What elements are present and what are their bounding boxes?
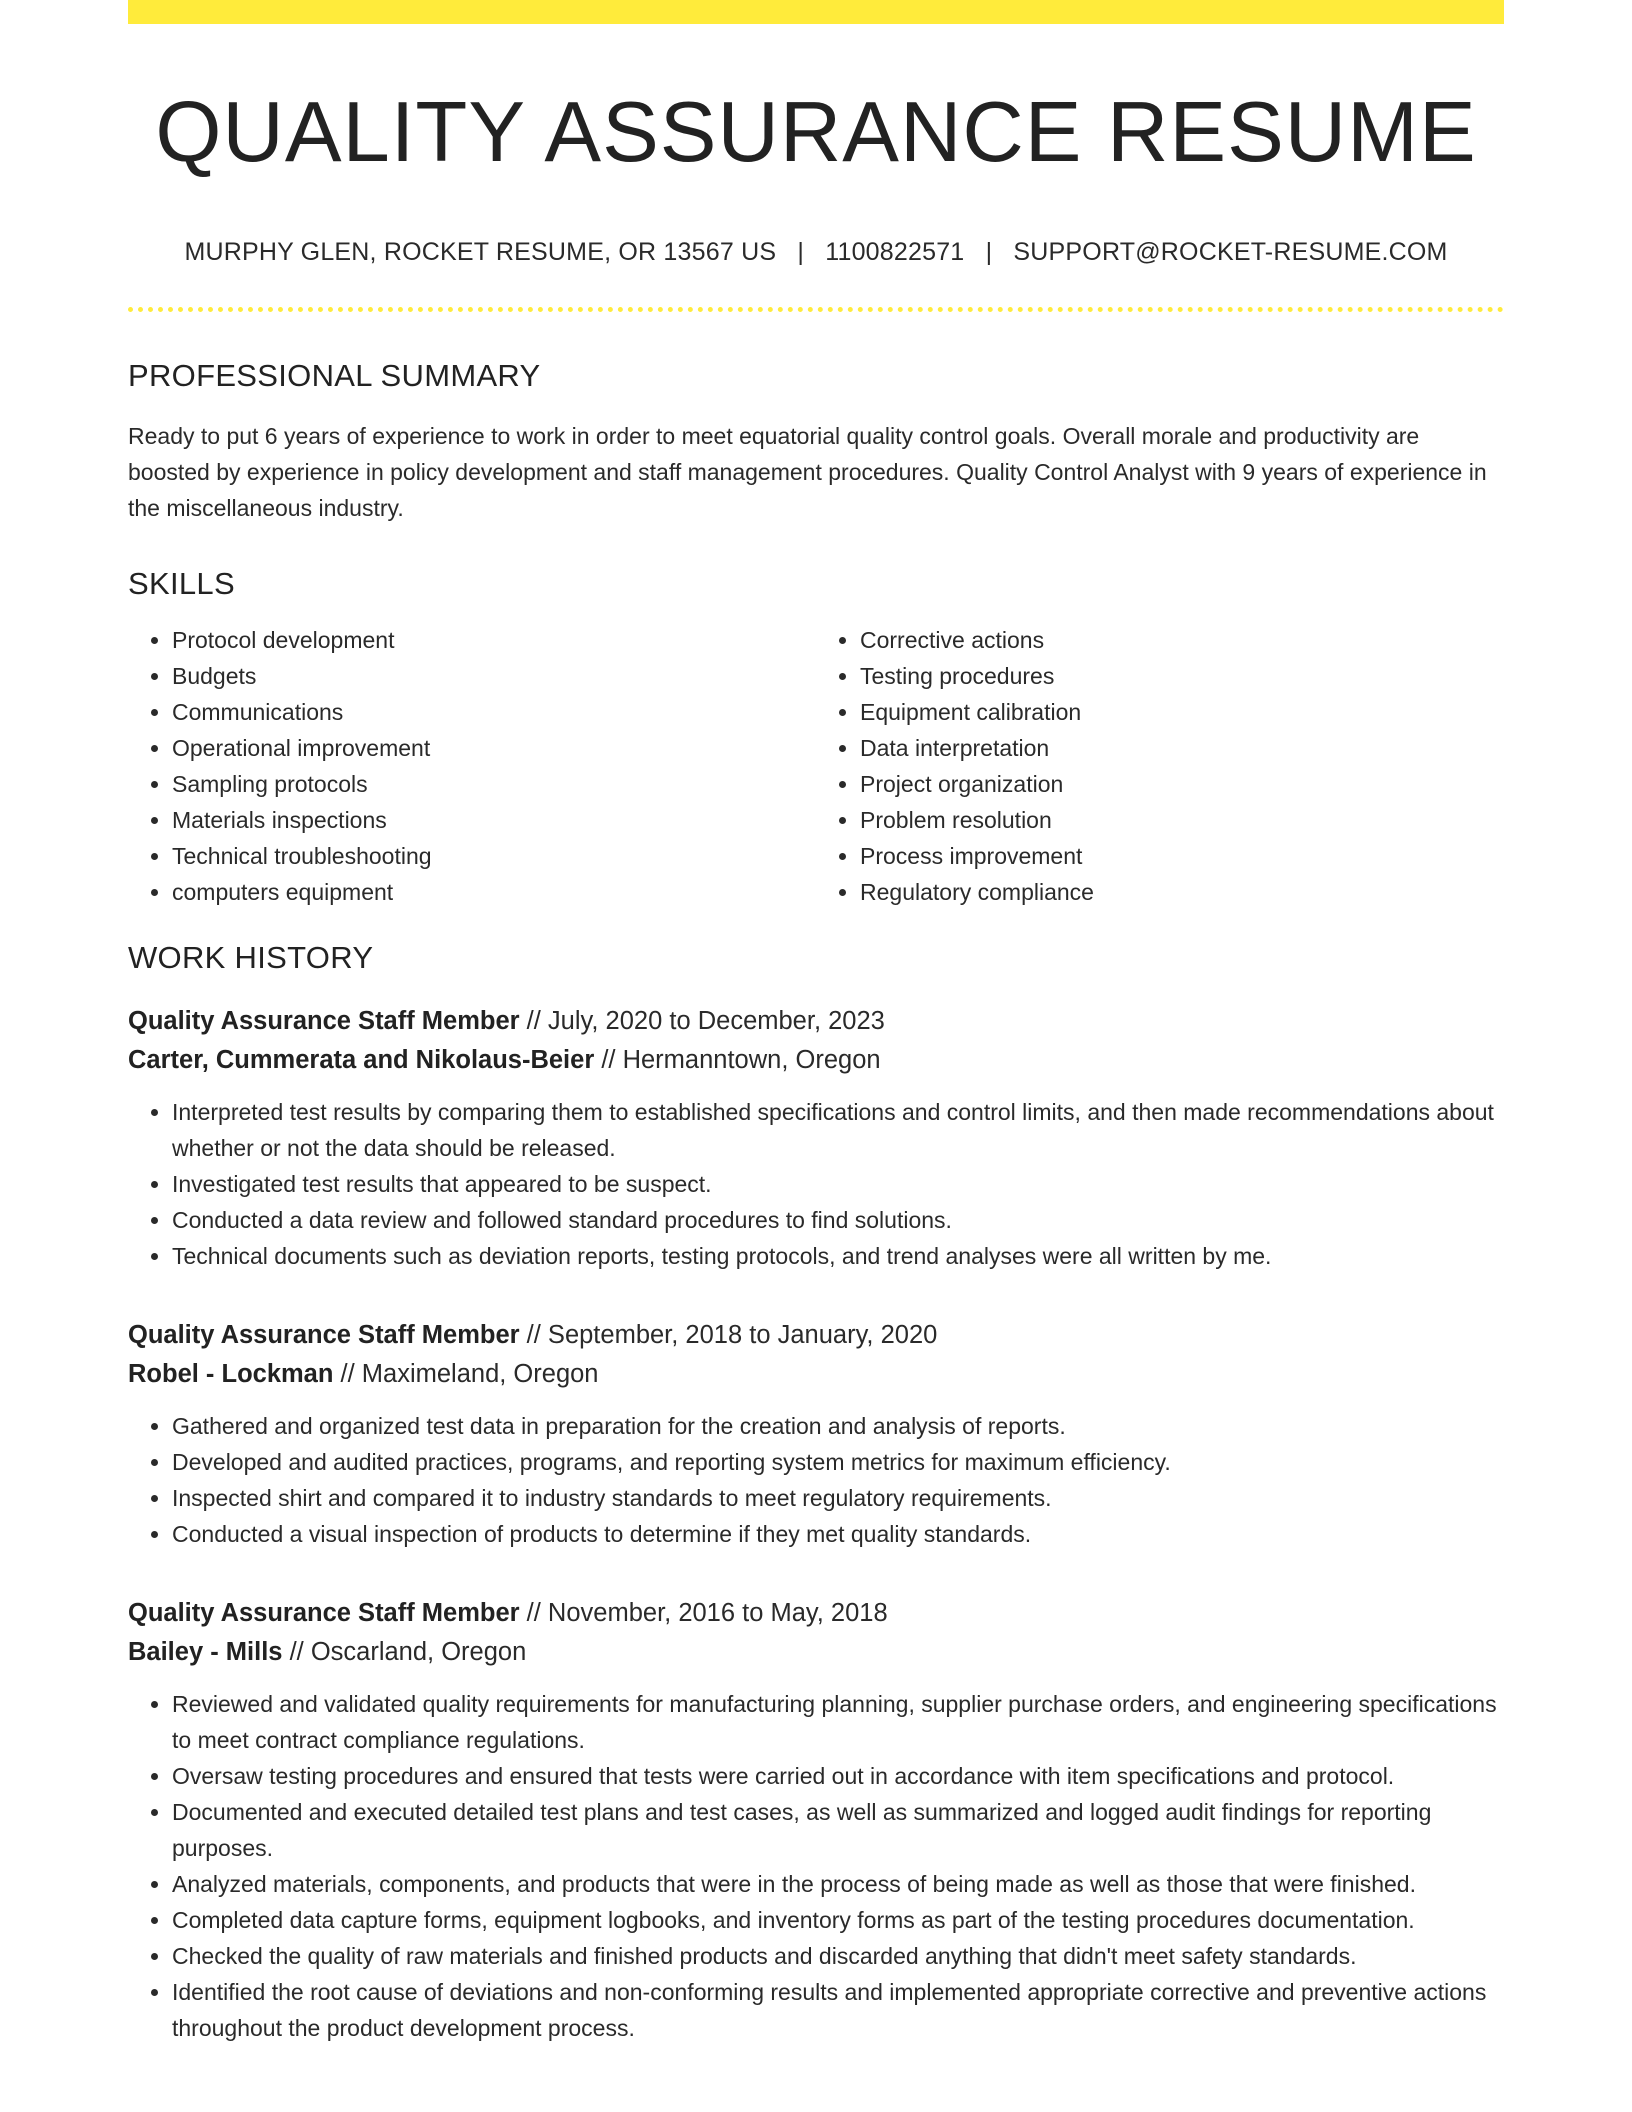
summary-text: Ready to put 6 years of experience to work in order to meet equatorial quality control goals. Overall morale and productivity are boosted by experience in policy development and staff management procedures. Quality Control Analyst with 9 years of experience in the miscellaneous industry. — [128, 422, 1487, 521]
skill-item: • Process improvement — [860, 838, 1504, 874]
job-dates: // July, 2020 to December, 2023 — [519, 1006, 885, 1035]
job-bullet: • Reviewed and validated quality requirements for manufacturing planning, supplier purchase orders, and engineering specifications to meet contract compliance regulations. — [172, 1686, 1504, 1758]
job-role-line — [128, 1594, 1504, 1633]
skill-item: • Operational improvement — [172, 730, 816, 766]
skill-item: • Technical troubleshooting — [172, 838, 816, 874]
job-bullet: • Analyzed materials, components, and products that were in the process of being made as well as those that were finished. — [172, 1866, 1504, 1902]
skill-item: • Budgets — [172, 658, 816, 694]
job-bullet: • Technical documents such as deviation reports, testing protocols, and trend analyses were all written by me. — [172, 1238, 1504, 1274]
skill-item: • Communications — [172, 694, 816, 730]
dotted-divider — [128, 307, 1504, 312]
job-role-line — [128, 1002, 1504, 1041]
skill-item: • Project organization — [860, 766, 1504, 802]
job-bullets — [128, 1094, 1504, 1274]
skills-columns — [128, 622, 1504, 910]
job-company-line — [128, 1355, 1504, 1394]
job-bullet: • Oversaw testing procedures and ensured that tests were carried out in accordance with item specifications and protocol. — [172, 1758, 1504, 1794]
skill-item: • Sampling protocols — [172, 766, 816, 802]
job-role: Quality Assurance Staff Member — [128, 1006, 520, 1035]
job-role: Quality Assurance Staff Member — [128, 1320, 520, 1349]
job-bullet: • Documented and executed detailed test plans and test cases, as well as summarized and logged audit findings for reporting purposes. — [172, 1794, 1504, 1866]
job-company-line — [128, 1041, 1504, 1080]
job-company-line — [128, 1633, 1504, 1672]
contact-email: SUPPORT@ROCKET-RESUME.COM — [1013, 237, 1448, 266]
skills-right-list — [816, 622, 1504, 910]
skills-heading: SKILLS — [128, 565, 235, 601]
job-location: // Hermanntown, Oregon — [594, 1045, 881, 1074]
job-bullet: • Conducted a data review and followed standard procedures to find solutions. — [172, 1202, 1504, 1238]
accent-top-bar — [128, 0, 1504, 24]
job-location: // Oscarland, Oregon — [282, 1637, 527, 1666]
work-history-heading: WORK HISTORY — [128, 939, 374, 975]
skill-item: • computers equipment — [172, 874, 816, 910]
job-bullet: • Developed and audited practices, programs, and reporting system metrics for maximum efficiency. — [172, 1444, 1504, 1480]
contact-line — [128, 238, 1504, 267]
skill-item: • Materials inspections — [172, 802, 816, 838]
resume-page — [128, 0, 1504, 2046]
skill-item: • Data interpretation — [860, 730, 1504, 766]
skill-item: • Protocol development — [172, 622, 816, 658]
job-bullet: • Investigated test results that appeared to be suspect. — [172, 1166, 1504, 1202]
skill-item: • Problem resolution — [860, 802, 1504, 838]
job-entry — [128, 1594, 1504, 2046]
job-bullet: • Inspected shirt and compared it to industry standards to meet regulatory requirements. — [172, 1480, 1504, 1516]
job-entry — [128, 1316, 1504, 1552]
job-bullets — [128, 1408, 1504, 1552]
job-location: // Maximeland, Oregon — [333, 1359, 599, 1388]
job-role: Quality Assurance Staff Member — [128, 1598, 520, 1627]
contact-phone: 1100822571 — [825, 237, 965, 266]
job-dates: // September, 2018 to January, 2020 — [519, 1320, 938, 1349]
job-bullet: • Identified the root cause of deviations and non-conforming results and implemented appropriate corrective and preventive actions throughout the product development process. — [172, 1974, 1504, 2046]
job-company: Bailey - Mills — [128, 1637, 283, 1666]
skill-item: • Regulatory compliance — [860, 874, 1504, 910]
skills-left-list — [128, 622, 816, 910]
job-role-line — [128, 1316, 1504, 1355]
job-company: Robel - Lockman — [128, 1359, 334, 1388]
job-bullet: • Interpreted test results by comparing them to established specifications and control limits, and then made recommendations about whether or not the data should be released. — [172, 1094, 1504, 1166]
skill-item: • Equipment calibration — [860, 694, 1504, 730]
job-bullets — [128, 1686, 1504, 2046]
job-bullet: • Conducted a visual inspection of products to determine if they met quality standards. — [172, 1516, 1504, 1552]
contact-separator: | — [985, 237, 993, 266]
contact-address: MURPHY GLEN, ROCKET RESUME, OR 13567 US — [184, 237, 777, 266]
summary-heading: PROFESSIONAL SUMMARY — [128, 357, 541, 393]
job-company: Carter, Cummerata and Nikolaus-Beier — [128, 1045, 595, 1074]
skill-item: • Testing procedures — [860, 658, 1504, 694]
contact-separator: | — [797, 237, 805, 266]
job-bullet: • Gathered and organized test data in preparation for the creation and analysis of reports. — [172, 1408, 1504, 1444]
job-dates: // November, 2016 to May, 2018 — [519, 1598, 888, 1627]
job-entry — [128, 1002, 1504, 1274]
skill-item: • Corrective actions — [860, 622, 1504, 658]
job-bullet: • Checked the quality of raw materials and finished products and discarded anything that didn't meet safety standards. — [172, 1938, 1504, 1974]
resume-title: QUALITY ASSURANCE RESUME — [155, 85, 1477, 180]
job-bullet: • Completed data capture forms, equipment logbooks, and inventory forms as part of the testing procedures documentation. — [172, 1902, 1504, 1938]
